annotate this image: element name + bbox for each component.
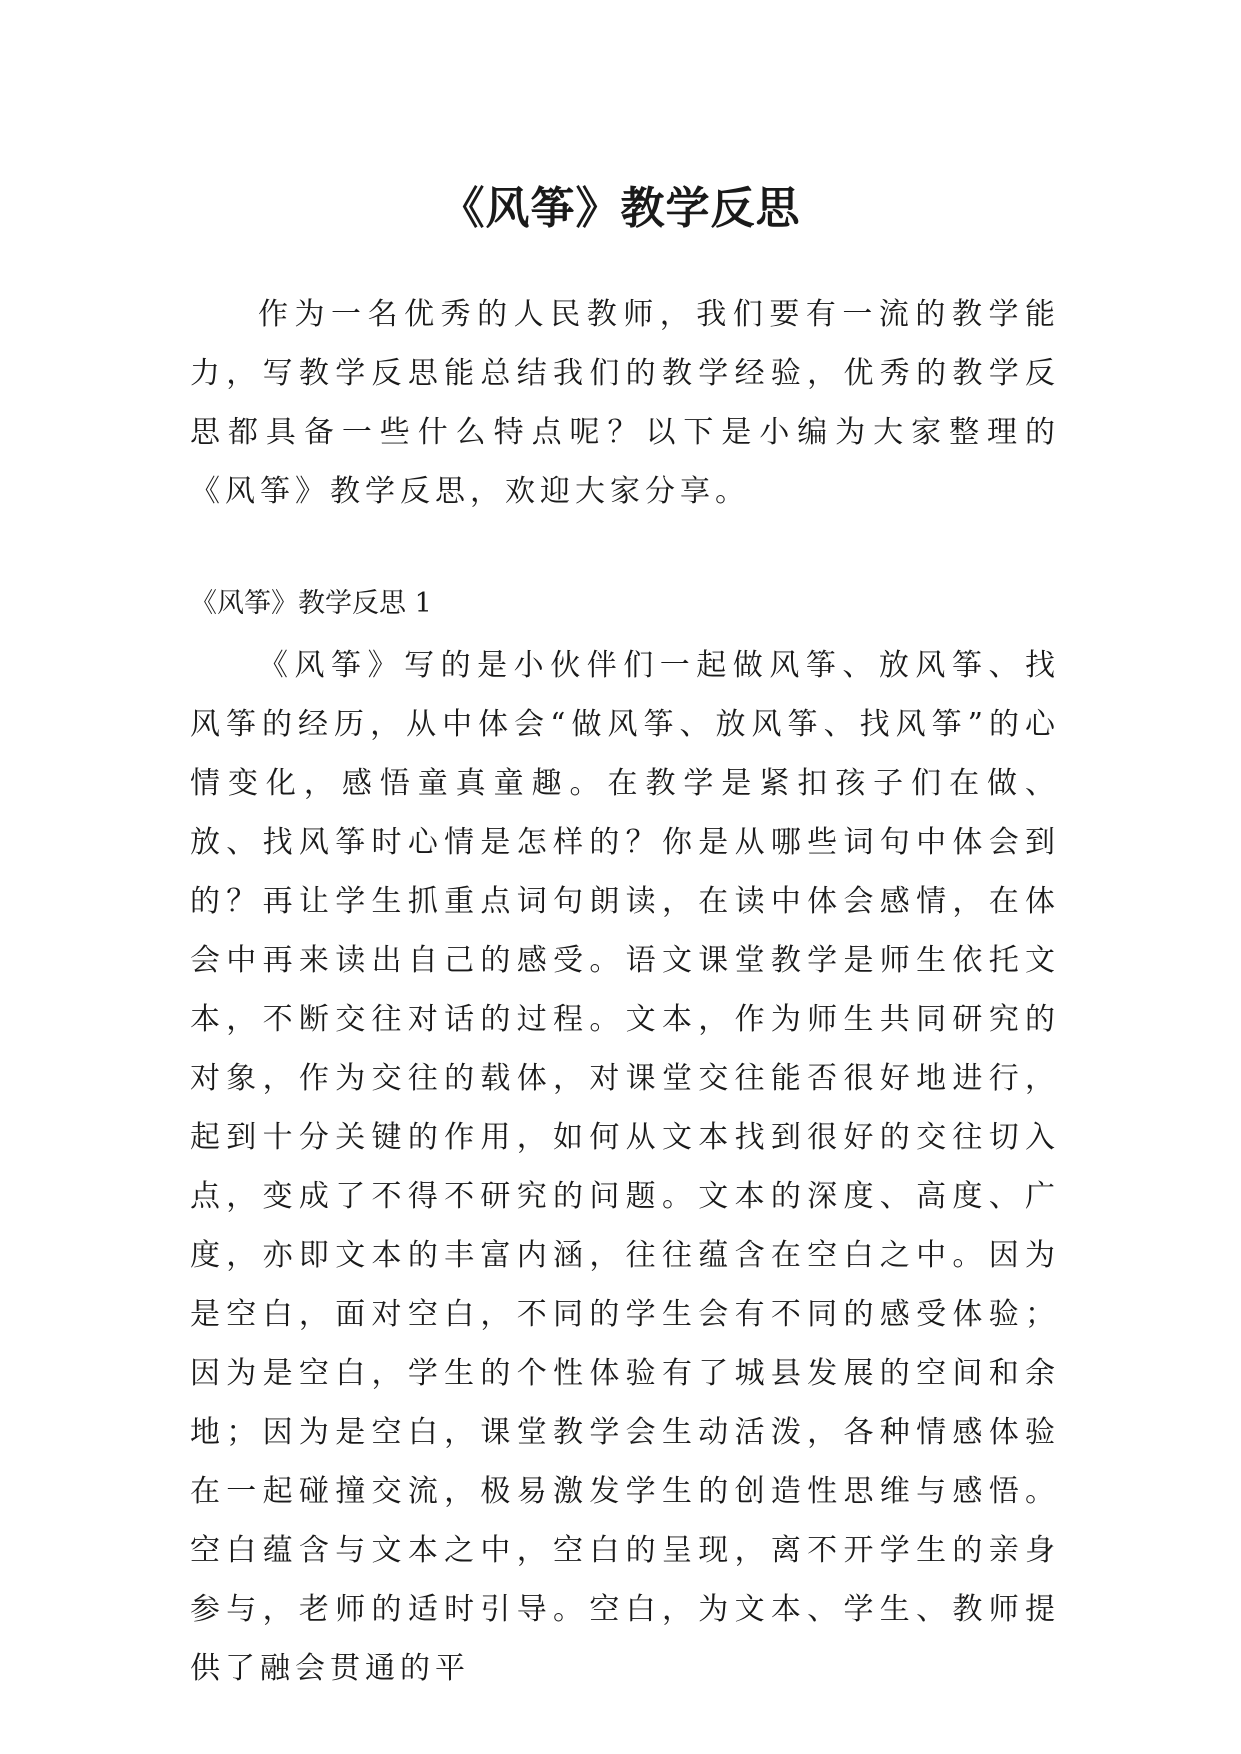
section-body-paragraph: 《风筝》写的是小伙伴们一起做风筝、放风筝、找风筝的经历，从中体会“做风筝、放风筝、找风筝”的心情变化，感悟童真童趣。在教学是紧扣孩子们在做、放、找风筝时心情是怎样的？你是从哪些词句中体会到的？再让学生抓重点词句朗读，在读中体会感情，在体会中再来读出自己的感受。语文课堂教学是师生依托文本，不断交往对话的过程。文本，作为师生共同研究的对象，作为交往的载体，对课堂交往能否很好地进行，起到十分关键的作用，如何从文本找到很好的交往切入点，变成了不得不研究的问题。文本的深度、高度、广度，亦即文本的丰富内涵，往往蕴含在空白之中。因为是空白，面对空白，不同的学生会有不同的感受体验；因为是空白，学生的个性体验有了城县发展的空间和余地；因为是空白，课堂教学会生动活泼，各种情感体验在一起碰撞交流，极易激发学生的创造性思维与感悟。空白蕴含与文本之中，空白的呈现，离不开学生的亲身参与，老师的适时引导。空白，为文本、学生、教师提供了融会贯通的平 <box>190 648 1060 1686</box>
section-heading: 《风筝》教学反思 1 <box>190 588 432 619</box>
document-title: 《风筝》教学反思 <box>440 183 801 235</box>
intro-paragraph: 作为一名优秀的人民教师，我们要有一流的教学能力，写教学反思能总结我们的教学经验，优秀的教学反思都具备一些什么特点呢？以下是小编为大家整理的《风筝》教学反思，欢迎大家分享。 <box>190 297 1060 509</box>
